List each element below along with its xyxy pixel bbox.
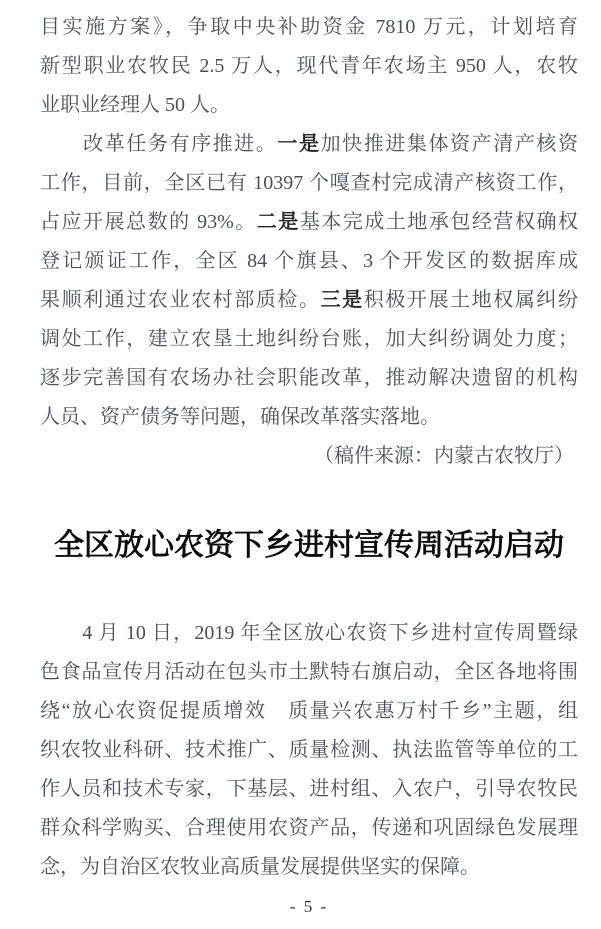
text-run: 积极开展土地权属纠纷: [363, 289, 578, 311]
page-number: - 5 -: [289, 897, 329, 916]
text-line: [40, 731, 578, 770]
text-run: 调处工作，建立农垦土地纠纷台账，加大纠纷调处力度；: [40, 328, 578, 350]
text-line: [40, 242, 578, 281]
text-run: 登记颁证工作，全区 84 个旗县、3 个开发区的数据库成: [40, 250, 578, 272]
text-line: [40, 164, 578, 203]
text-line: [40, 848, 578, 887]
text-line: [40, 47, 578, 86]
article1-body: [40, 8, 578, 437]
text-run: 绕“放心农资促提质增效 质量兴农惠万村千乡”主题，组: [40, 700, 578, 722]
article2-body: [40, 614, 578, 887]
text-run: 改革任务有序推进。: [40, 133, 278, 155]
text-run: 新型职业农牧民 2.5 万人，现代青年农场主 950 人，农牧: [40, 55, 578, 77]
page-footer: [40, 895, 578, 919]
text-line: [40, 8, 578, 47]
text-line: [40, 125, 578, 164]
text-line: [40, 320, 578, 359]
bold-run: 一是: [277, 133, 321, 155]
text-run: 果顺利通过农业农村部质检。: [40, 289, 321, 311]
text-line: [40, 614, 578, 653]
text-run: 念，为自治区农牧业高质量发展提供坚实的保障。: [40, 856, 480, 878]
text-run: 逐步完善国有农场办社会职能改革，推动解决遗留的机构: [40, 367, 578, 389]
text-line: [40, 398, 578, 437]
text-line: [40, 281, 578, 320]
text-line: [40, 692, 578, 731]
source-credit-line: （稿件来源：内蒙古农牧厅）: [314, 445, 574, 467]
article-1: [40, 8, 578, 476]
text-run: 人员、资产债务等问题，确保改革落实落地。: [40, 406, 440, 428]
text-line: [40, 86, 578, 125]
text-run: 占应开展总数的 93%。: [40, 211, 257, 233]
text-run: 加快推进集体资产清产核资: [320, 133, 578, 155]
text-run: 4 月 10 日，2019 年全区放心农资下乡进村宣传周暨绿: [40, 622, 578, 644]
article2-title: 全区放心农资下乡进村宣传周活动启动: [54, 529, 564, 562]
text-run: 业职业经理人 50 人。: [40, 94, 230, 116]
text-line: [40, 359, 578, 398]
bold-run: 三是: [320, 289, 364, 311]
text-run: 基本完成土地承包经营权确权: [299, 211, 578, 233]
text-run: 目实施方案》，争取中央补助资金 7810 万元，计划培育: [40, 16, 578, 38]
text-run: 色食品宣传月活动在包头市土默特右旗启动，全区各地将围: [40, 661, 578, 683]
text-line: [40, 653, 578, 692]
text-line: [40, 809, 578, 848]
text-run: 群众科学购买、合理使用农资产品，传递和巩固绿色发展理: [40, 817, 578, 839]
bold-run: 二是: [256, 211, 300, 233]
text-line: [40, 203, 578, 242]
article-2: [40, 614, 578, 887]
text-line: [40, 770, 578, 809]
text-run: 工作，目前，全区已有 10397 个嘎查村完成清产核资工作，: [40, 172, 578, 194]
text-run: 织农牧业科研、技术推广、质量检测、执法监管等单位的工: [40, 739, 578, 761]
text-run: 作人员和技术专家，下基层、进村组、入农户，引导农牧民: [40, 778, 578, 800]
